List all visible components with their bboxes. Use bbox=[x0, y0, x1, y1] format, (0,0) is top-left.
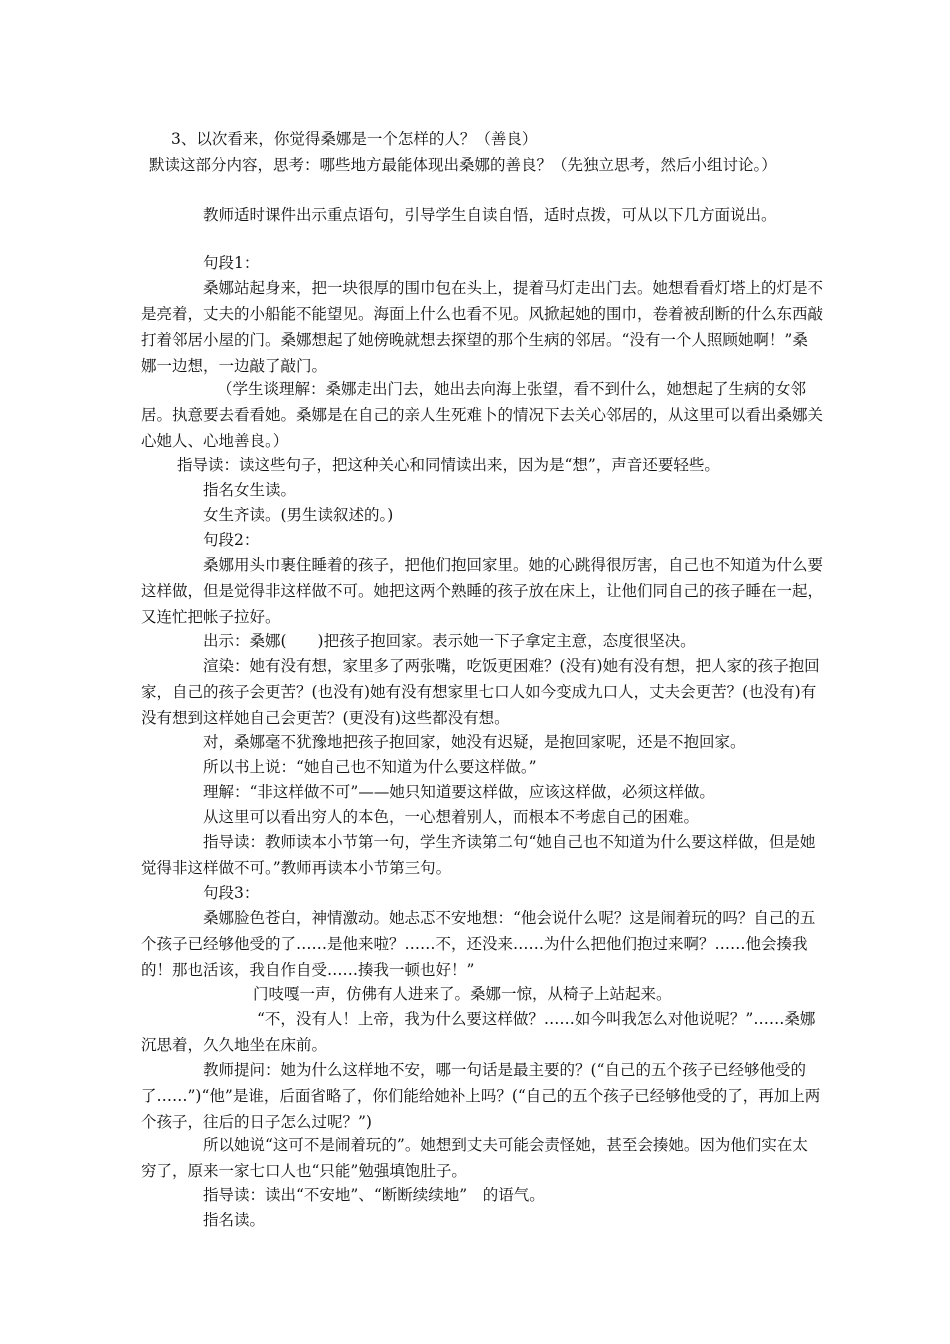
paragraph-reading-guidance-2: 指导读：教师读本小节第一句，学生齐读第二句“她自己也不知道为什么要这样做，但是她觉得非这样做不可。”教师再读本小节第三句。 bbox=[141, 833, 816, 877]
paragraph-teacher-guidance: 教师适时课件出示重点语句，引导学生自读自悟，适时点拨，可从以下几方面说出。 bbox=[203, 206, 777, 224]
section-heading-2: 句段2： bbox=[203, 531, 260, 549]
paragraph-excerpt-2: 桑娜用头巾裹住睡着的孩子，把他们抱回家里。她的心跳得很厉害，自己也不知道为什么要这样做，但是觉得非这样做不可。她把这两个熟睡的孩子放在床上，让他们同自己的孩子睡在一起，又连忙把帐子拉好。 bbox=[141, 556, 824, 626]
paragraph-teacher-question: 教师提问：她为什么这样地不安，哪一句话是最主要的？(“自己的五个孩子已经够他受的了……”)“他”是谁，后面省略了，你们能给她补上吗？(“自己的五个孩子已经够他受的了，再加上两个孩子，往后的日子怎么过呢？”) bbox=[141, 1061, 821, 1131]
section-heading-3: 句段3： bbox=[203, 884, 260, 902]
paragraph-silent-reading: 默读这部分内容，思考：哪些地方最能体现出桑娜的善良？（先独立思考，然后小组讨论。） bbox=[149, 156, 777, 174]
paragraph-no-one: “不，没有人！上帝，我为什么要这样做？……如今叫我怎么对他说呢？”……桑娜沉思着，久久地坐在床前。 bbox=[141, 1010, 816, 1054]
paragraph-door-creak: 门吱嘎一声，仿佛有人进来了。桑娜一惊，从椅子上站起来。 bbox=[253, 985, 672, 1003]
paragraph-reading-guidance-3: 指导读：读出“不安地”、“断断续续地” 的语气。 bbox=[203, 1186, 545, 1204]
paragraph-girls-read: 指名女生读。 bbox=[203, 481, 297, 499]
paragraph-reading-guidance-1: 指导读：读这些句子，把这种关心和同情读出来，因为是“想”，声音还要轻些。 bbox=[177, 456, 720, 474]
paragraph-question: 3、以次看来，你觉得桑娜是一个怎样的人？（善良） bbox=[171, 130, 538, 148]
section-heading-1: 句段1： bbox=[203, 254, 260, 272]
paragraph-girls-group-read: 女生齐读。(男生读叙述的。) bbox=[203, 506, 394, 524]
paragraph-named-reading: 指名读。 bbox=[203, 1211, 266, 1229]
paragraph-poor-nature: 从这里可以看出穷人的本色，一心想着别人，而根本不考虑自己的困难。 bbox=[203, 808, 700, 826]
paragraph-student-understanding: （学生谈理解：桑娜走出门去，她出去向海上张望，看不到什么，她想起了生病的女邻居。执意要去看看她。桑娜是在自己的亲人生死难卜的情况下去关心邻居的，从这里可以看出桑娜关心她人、心地善良。） bbox=[141, 380, 824, 450]
paragraph-render: 渲染：她有没有想，家里多了两张嘴，吃饭更困难？(没有)她有没有想，把人家的孩子抱回家，自己的孩子会更苦？(也没有)她有没有想家里七口人如今变成九口人，丈夫会更苦？(也没有)有没有想到这样她自己会更苦？(更没有)这些都没有想。 bbox=[141, 657, 820, 727]
paragraph-excerpt-1: 桑娜站起身来，把一块很厚的围巾包在头上，提着马灯走出门去。她想看看灯塔上的灯是不是亮着，丈夫的小船能不能望见。海面上什么也看不见。风掀起她的围巾，卷着被刮断的什么东西敲打着邻居小屋的门。桑娜想起了她傍晚就想去探望的那个生病的邻居。“没有一个人照顾她啊！”桑娜一边想，一边敲了敲门。 bbox=[141, 279, 824, 375]
paragraph-not-a-joke: 所以她说“这可不是闹着玩的”。她想到丈夫可能会责怪她，甚至会揍她。因为他们实在太穷了，原来一家七口人也“只能”勉强填饱肚子。 bbox=[141, 1136, 808, 1180]
paragraph-show: 出示：桑娜( )把孩子抱回家。表示她一下子拿定主意，态度很坚决。 bbox=[203, 632, 696, 650]
paragraph-book-says: 所以书上说：“她自己也不知道为什么要这样做。” bbox=[203, 758, 537, 776]
paragraph-understand: 理解：“非这样做不可”——她只知道要这样做，应该这样做，必须这样做。 bbox=[203, 783, 715, 801]
paragraph-excerpt-3: 桑娜脸色苍白，神情激动。她忐忑不安地想：“他会说什么呢？这是闹着玩的吗？自己的五个孩子已经够他受的了……是他来啦？……不，还没来……为什么把他们抱过来啊？……他会揍我的！那也活该，我自作自受……揍我一顿也好！” bbox=[141, 909, 816, 979]
paragraph-affirm: 对，桑娜毫不犹豫地把孩子抱回家，她没有迟疑，是抱回家呢，还是不抱回家。 bbox=[203, 733, 746, 751]
